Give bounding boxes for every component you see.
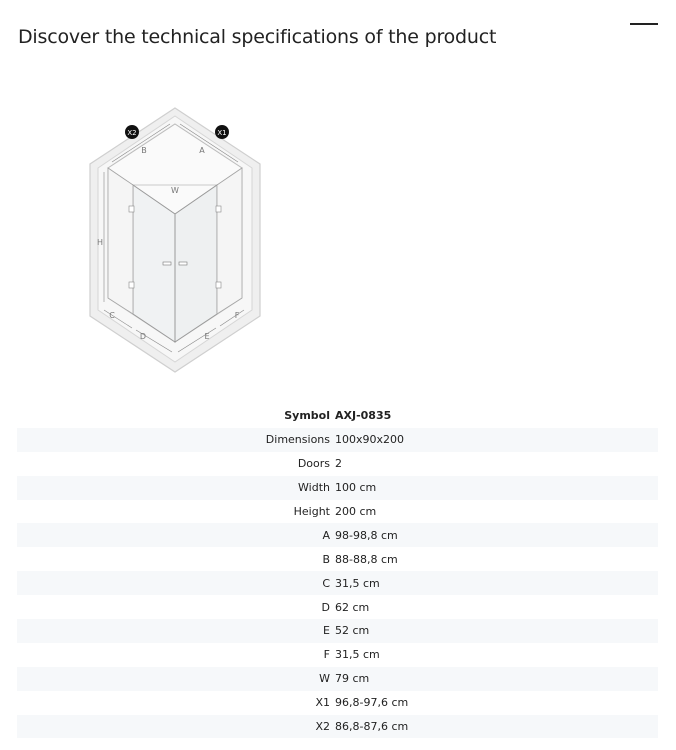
label-h: H [96,238,104,247]
spec-value: 200 cm [335,505,377,518]
spec-label: B [322,552,330,566]
label-d: D [139,332,147,341]
spec-row-height [17,500,658,524]
spec-row-width [17,476,658,500]
spec-value: 62 cm [335,600,370,614]
page-title: Discover the technical specifications of the product [18,26,497,48]
label-e: E [204,332,210,341]
spec-label: F [323,648,330,662]
spec-label: D [321,600,330,614]
spec-row-b [17,547,658,571]
label-b: B [141,146,147,155]
spec-label: Dimensions [265,433,330,447]
spec-label: Width [298,481,330,495]
spec-value: 2 [335,457,342,471]
badge-x1: X1 [217,129,227,137]
spec-row-dimensions [17,428,658,452]
spec-row-w [17,667,658,691]
label-f: F [234,311,240,320]
spec-row-doors [17,452,658,476]
collapse-button[interactable] [628,22,658,36]
label-c: C [109,311,115,320]
spec-label: Height [293,505,330,518]
spec-label: Doors [297,457,330,471]
spec-value: AXJ-0835 [335,409,392,423]
spec-value: 96,8-97,6 cm [335,696,409,710]
spec-label: C [322,576,330,590]
spec-row-a [17,523,658,547]
label-a: A [199,146,205,155]
spec-label: E [323,624,330,638]
spec-label: A [322,528,330,542]
spec-row-d [17,595,658,619]
label-w: W [171,186,179,195]
spec-value: 88-88,8 cm [335,552,398,566]
spec-value: 98-98,8 cm [335,528,398,542]
spec-value: 31,5 cm [335,576,380,590]
spec-value: 100x90x200 [335,433,405,447]
shower-diagram-image [82,102,268,378]
spec-value: 52 cm [335,624,370,638]
minus-icon [630,23,658,25]
specs-header [18,26,658,56]
specs-table [17,404,658,738]
spec-label: Symbol [284,409,330,423]
spec-value: 100 cm [335,481,377,495]
spec-row-f [17,643,658,667]
spec-value: 31,5 cm [335,648,380,662]
shower-enclosure-diagram [82,102,268,378]
spec-value: 79 cm [335,672,370,686]
spec-row-e [17,619,658,643]
spec-value: 86,8-87,6 cm [335,720,409,734]
spec-label: X2 [315,720,330,734]
badge-x2: X2 [127,129,137,137]
spec-row-c [17,571,658,595]
spec-row-x2 [17,715,658,739]
spec-row-x1 [17,691,658,715]
spec-label: X1 [315,696,330,710]
spec-label: W [319,672,330,686]
spec-row-symbol [17,404,658,428]
